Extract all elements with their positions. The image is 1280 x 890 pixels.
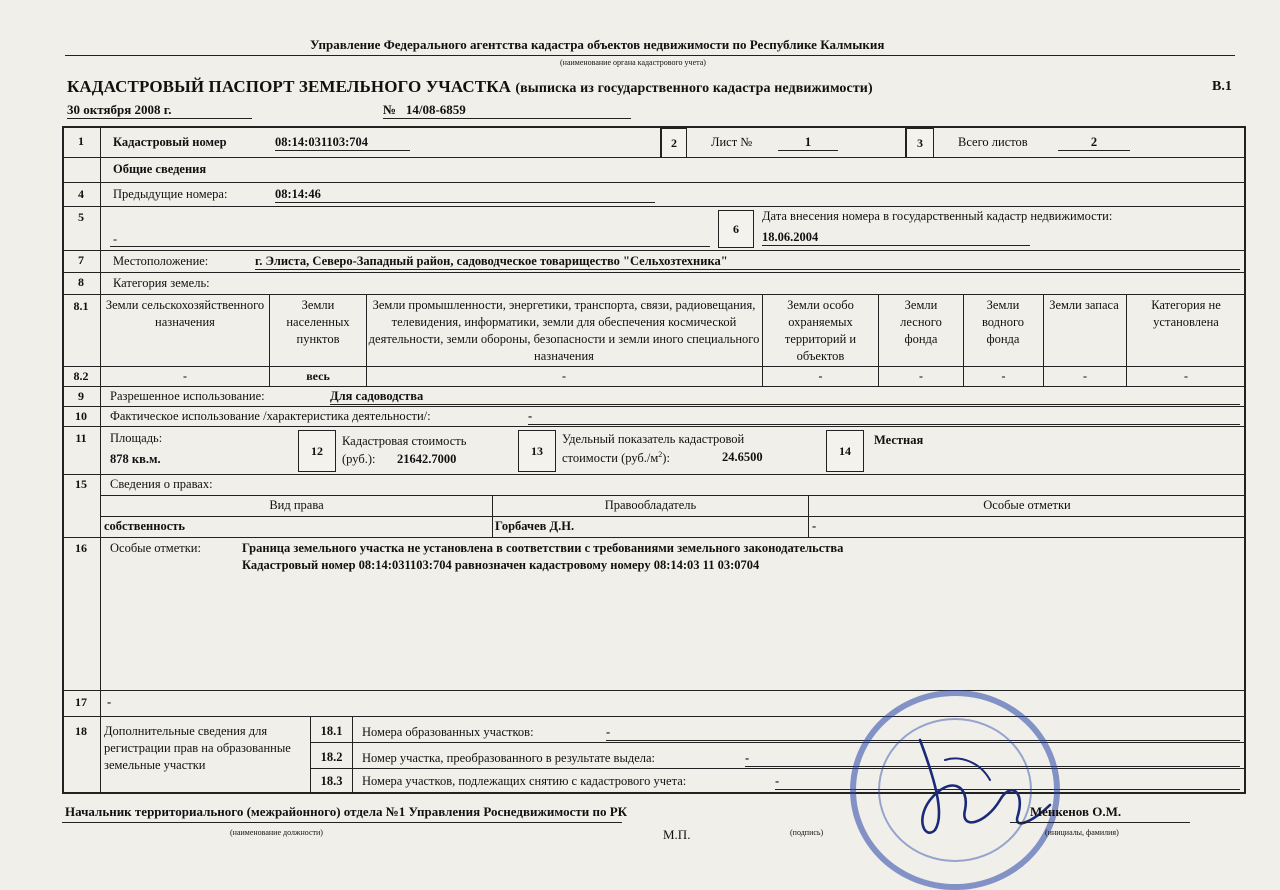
row-line bbox=[63, 406, 1245, 407]
number-value: 14/08-6859 bbox=[405, 102, 466, 117]
specific-value: 24.6500 bbox=[722, 450, 763, 464]
row17-value: - bbox=[107, 695, 112, 709]
location-value: г. Элиста, Северо-Западный район, садоводческое товарищество "Сельхозтехника" bbox=[255, 254, 1240, 270]
row-line bbox=[63, 366, 1245, 367]
signature-note: (подпись) bbox=[790, 828, 824, 837]
official-name: Менкенов О.М. bbox=[1030, 804, 1122, 819]
subfield-number: 18.2 bbox=[320, 750, 343, 764]
name-note: (инициалы, фамилия) bbox=[1045, 828, 1119, 837]
cadastral-number-value: 08:14:031103:704 bbox=[275, 135, 410, 151]
rights-label: Сведения о правах: bbox=[110, 477, 213, 491]
row-number: 10 bbox=[75, 409, 87, 423]
row5-value: - bbox=[113, 232, 118, 246]
cat-divider bbox=[762, 294, 763, 386]
special-notes-label: Особые отметки: bbox=[110, 541, 201, 555]
category-value: - bbox=[562, 369, 566, 383]
value-type: Местная bbox=[874, 433, 924, 447]
agency-underline bbox=[65, 55, 1235, 56]
permitted-use-value: Для садоводства bbox=[330, 389, 1240, 405]
land-category-label: Категория земель: bbox=[113, 276, 210, 290]
row18-line bbox=[310, 742, 1245, 743]
category-value: - bbox=[1083, 369, 1087, 383]
field-number-3: 3 bbox=[906, 128, 934, 158]
agency-name: Управление Федерального агентства кадастра объектов недвижимости по Республике Калмыкия bbox=[310, 37, 885, 52]
category-value: весь bbox=[306, 369, 330, 383]
cat-divider bbox=[878, 294, 879, 386]
rights-line bbox=[101, 495, 1245, 496]
additional-info-label: Дополнительные сведения для регистрации прав на образованные земельные участки bbox=[104, 724, 291, 772]
document-subtitle: (выписка из государственного кадастра недвижимости) bbox=[515, 81, 873, 96]
specific-value-unit-sup: 2 bbox=[658, 450, 663, 459]
row-number: 8.2 bbox=[73, 369, 89, 383]
specific-value-unit bbox=[562, 450, 670, 466]
row-line bbox=[63, 537, 1245, 538]
number-sign: № bbox=[383, 102, 397, 117]
row-number: 9 bbox=[78, 389, 84, 403]
row-number: 11 bbox=[75, 431, 87, 445]
rights-holder-value: Горбачев Д.Н. bbox=[495, 519, 575, 533]
removed-plots-label: Номера участков, подлежащих снятию с кадастрового учета: bbox=[362, 774, 687, 788]
rights-header-holder: Правообладатель bbox=[604, 498, 697, 512]
category-header-settlements: Земли населенных пунктов bbox=[286, 298, 350, 346]
document-number bbox=[383, 102, 631, 119]
field-number-12: 12 bbox=[298, 430, 336, 472]
category-value: - bbox=[1001, 369, 1006, 383]
category-header-agricultural: Земли сельскохозяйственного назначения bbox=[105, 298, 265, 329]
row-line bbox=[63, 690, 1245, 691]
subfield-number: 18.1 bbox=[320, 724, 343, 738]
cat-divider bbox=[1126, 294, 1127, 386]
location-label: Местоположение: bbox=[113, 254, 209, 268]
formed-plots-label: Номера образованных участков: bbox=[362, 725, 534, 739]
row-number: 7 bbox=[78, 253, 84, 267]
rights-line bbox=[101, 516, 1245, 517]
field-number-6: 6 bbox=[718, 210, 754, 248]
category-header-industry: Земли промышленности, энергетики, транспорта, связи, радиовещания, телевидения, информатики, земли для обеспечения космической деятельности, земли обороны, безопасности и земли иного специального назначения bbox=[368, 298, 760, 363]
total-sheets-value: 2 bbox=[1058, 135, 1130, 151]
row5-underline bbox=[110, 246, 710, 247]
position-line bbox=[62, 822, 622, 823]
document-title bbox=[67, 77, 873, 97]
row-line bbox=[63, 250, 1245, 251]
row-line bbox=[63, 206, 1245, 207]
sheet-value: 1 bbox=[778, 135, 838, 151]
cadastral-number-label: Кадастровый номер bbox=[113, 135, 227, 149]
row-line bbox=[63, 182, 1245, 183]
row-line bbox=[63, 426, 1245, 427]
cat-divider bbox=[963, 294, 964, 386]
rownum-divider bbox=[100, 127, 101, 793]
row-number: 4 bbox=[78, 187, 84, 201]
document-title-text: КАДАСТРОВЫЙ ПАСПОРТ ЗЕМЕЛЬНОГО УЧАСТКА bbox=[67, 77, 512, 96]
row-number: 8.1 bbox=[73, 299, 89, 313]
row18-divider bbox=[352, 716, 353, 794]
formed-plots-value: - bbox=[606, 725, 1240, 741]
category-header-water: Земли водного фонда bbox=[981, 298, 1025, 346]
row-number: 1 bbox=[78, 134, 84, 148]
row-line bbox=[63, 716, 1245, 717]
cat-divider bbox=[366, 294, 367, 386]
category-header-undefined: Категория не установлена bbox=[1151, 298, 1221, 329]
field-number-2: 2 bbox=[661, 128, 687, 158]
category-header-reserve: Земли запаса bbox=[1049, 298, 1119, 312]
category-header-protected: Земли особо охраняемых территорий и объектов bbox=[784, 298, 857, 363]
removed-plots-value: - bbox=[775, 774, 1240, 790]
seal-place: М.П. bbox=[663, 827, 691, 842]
actual-use-value: - bbox=[528, 409, 1240, 425]
row-line bbox=[63, 294, 1245, 295]
specific-value-unit-close: ): bbox=[662, 451, 670, 466]
cadastral-value-label: Кадастровая стоимость bbox=[342, 434, 467, 448]
category-value: - bbox=[919, 369, 923, 383]
special-note-line2: Кадастровый номер 08:14:031103:704 равнозначен кадастровому номеру 08:14:03 11 03:0704 bbox=[242, 558, 760, 572]
form-code: В.1 bbox=[1212, 79, 1232, 94]
cadastral-value-unit: (руб.): bbox=[342, 452, 376, 466]
row-number: 18 bbox=[75, 724, 87, 738]
general-info-title: Общие сведения bbox=[113, 162, 207, 176]
row-number: 17 bbox=[75, 695, 87, 709]
rights-header-type: Вид права bbox=[269, 498, 324, 512]
transformed-plot-value: - bbox=[745, 751, 1240, 767]
registration-date-label: Дата внесения номера в государственный кадастр недвижимости: bbox=[762, 209, 1113, 223]
transformed-plot-label: Номер участка, преобразованного в результате выдела: bbox=[362, 751, 656, 765]
registration-date-value: 18.06.2004 bbox=[762, 230, 1030, 246]
row-number: 16 bbox=[75, 541, 87, 555]
category-value: - bbox=[183, 369, 187, 383]
rights-type-value: собственность bbox=[104, 519, 185, 533]
row-line bbox=[63, 157, 1245, 158]
permitted-use-label: Разрешенное использование: bbox=[110, 389, 265, 403]
subfield-number: 18.3 bbox=[320, 774, 343, 788]
row-number: 5 bbox=[78, 210, 84, 224]
issue-date: 30 октября 2008 г. bbox=[67, 102, 252, 119]
category-value: - bbox=[818, 369, 823, 383]
row-line bbox=[63, 474, 1245, 475]
area-value: 878 кв.м. bbox=[110, 452, 161, 466]
field-number-13: 13 bbox=[518, 430, 556, 472]
row18-line bbox=[310, 768, 1245, 769]
rights-header-notes: Особые отметки bbox=[983, 498, 1071, 512]
row-line bbox=[63, 272, 1245, 273]
row-number: 15 bbox=[75, 477, 87, 491]
rights-notes-value: - bbox=[812, 519, 817, 533]
agency-note: (наименование органа кадастрового учета) bbox=[560, 58, 706, 67]
official-position: Начальник территориального (межрайонного) отдела №1 Управления Роснедвижимости по РК bbox=[65, 804, 628, 819]
name-line bbox=[1010, 822, 1190, 823]
field-number-14: 14 bbox=[826, 430, 864, 472]
sheet-label: Лист № bbox=[711, 135, 753, 149]
position-note: (наименование должности) bbox=[230, 828, 323, 837]
row-line bbox=[63, 386, 1245, 387]
previous-numbers-value: 08:14:46 bbox=[275, 187, 655, 203]
cadastral-value: 21642.7000 bbox=[397, 452, 457, 466]
category-header-forest: Земли лесного фонда bbox=[900, 298, 942, 346]
actual-use-label: Фактическое использование /характеристика деятельности/: bbox=[110, 409, 431, 423]
specific-value-unit-text: стоимости (руб./м bbox=[562, 451, 659, 466]
area-label: Площадь: bbox=[110, 431, 163, 445]
category-value: - bbox=[1184, 369, 1188, 383]
previous-numbers-label: Предыдущие номера: bbox=[113, 187, 228, 201]
cat-divider bbox=[1043, 294, 1044, 386]
special-note-line1: Граница земельного участка не установлена в соответствии с требованиями земельного законодательства bbox=[242, 541, 844, 555]
row-number: 8 bbox=[78, 275, 84, 289]
total-sheets-label: Всего листов bbox=[958, 135, 1028, 149]
specific-value-label: Удельный показатель кадастровой bbox=[562, 432, 745, 446]
